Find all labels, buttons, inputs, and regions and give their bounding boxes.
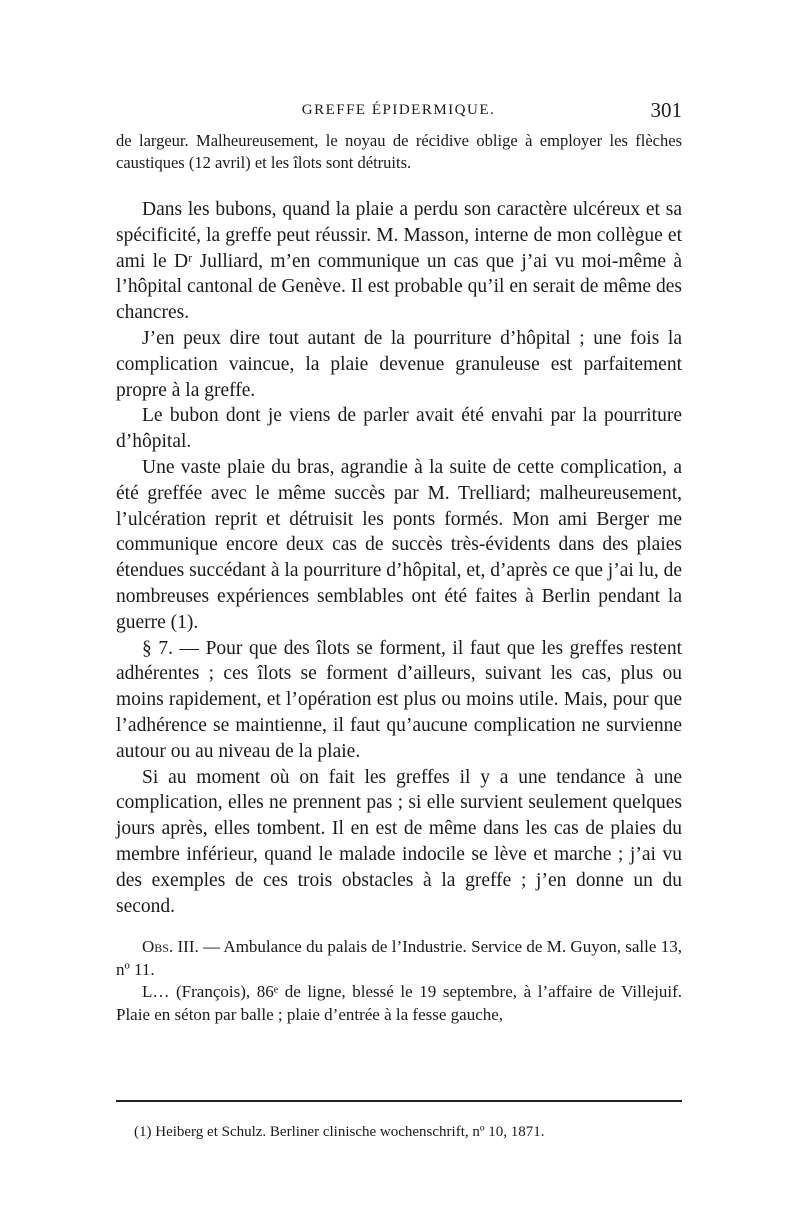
body-text [116,130,682,1026]
footnote-rule [116,1100,682,1102]
footnote: (1) Heiberg et Schulz. Berliner clinische wochenschrift, nº 10, 1871. [134,1124,545,1140]
paragraph-bubons: Dans les bubons, quand la plaie a perdu son caractère ulcéreux et sa spécificité, la greffe peut réussir. M. Masson, interne de mon collègue et ami le Dʳ Julliard, m’en communique un cas que j’ai vu moi-même à l’hôpital cantonal de Genève. Il est probable qu’il en serait de même des chancres. [116,199,682,324]
paragraph-continuation: de largeur. Malheureusement, le noyau de récidive oblige à employer les flèches caustiques (12 avril) et les îlots sont détruits. [116,131,682,172]
paragraph-plaie-bras: Une vaste plaie du bras, agrandie à la suite de cette complication, a été greffée avec le même succès par M. Trelliard; malheureusement, l’ulcération reprit et détruisit les ponts formés. Mon ami Berger me communique encore deux cas de succès très-évidents dans des plaies étendues succédant à la pourriture d’hôpital, et, d’après ce que j’ai lu, de nombreuses expériences semblables ont été faites à Berlin pendant la guerre (1). [116,456,682,633]
observation-case: L… (François), 86ᵉ de ligne, blessé le 19 septembre, à l’affaire de Villejuif. Plaie en séton par balle ; plaie d’entrée à la fesse gauche, [116,982,682,1024]
paragraph-bubon: Le bubon dont je viens de parler avait été envahi par la pourriture d’hôpital. [116,405,682,453]
observation-heading [116,936,682,981]
paragraph-complication: Si au moment où on fait les greffes il y a une tendance à une complication, elles ne prennent pas ; si elle survient seulement quelques jours après, elles tombent. Il en est de même dans les cas de plaies du membre inférieur, quand le malade indocile se lève et marche ; j’ai vu des exemples de ces trois obstacles à la greffe ; j’en donne un du second. [116,766,682,917]
page-number: 301 [650,98,682,122]
paragraph-pourriture: J’en peux dire tout autant de la pourriture d’hôpital ; une fois la complication vaincue, la plaie devenue granuleuse est parfaitement propre à la greffe. [116,327,682,401]
observation-label: Obs. III. [142,937,199,957]
running-head [115,98,682,122]
paragraph-section-7: § 7. — Pour que des îlots se forment, il faut que les greffes restent adhérentes ; ces îlots se forment d’ailleurs, suivant les cas, plus ou moins rapidement, et l’opération est plus ou moins utile. Mais, pour que l’adhérence se maintienne, il faut qu’aucune complication ne survienne autour ou au niveau de la plaie. [116,637,682,762]
observation-text: — Ambulance du palais de l’Industrie. Service de M. Guyon, salle 13, nº 11. [116,937,682,979]
observation-block [116,936,682,1026]
running-title: GREFFE ÉPIDERMIQUE. [301,102,496,118]
